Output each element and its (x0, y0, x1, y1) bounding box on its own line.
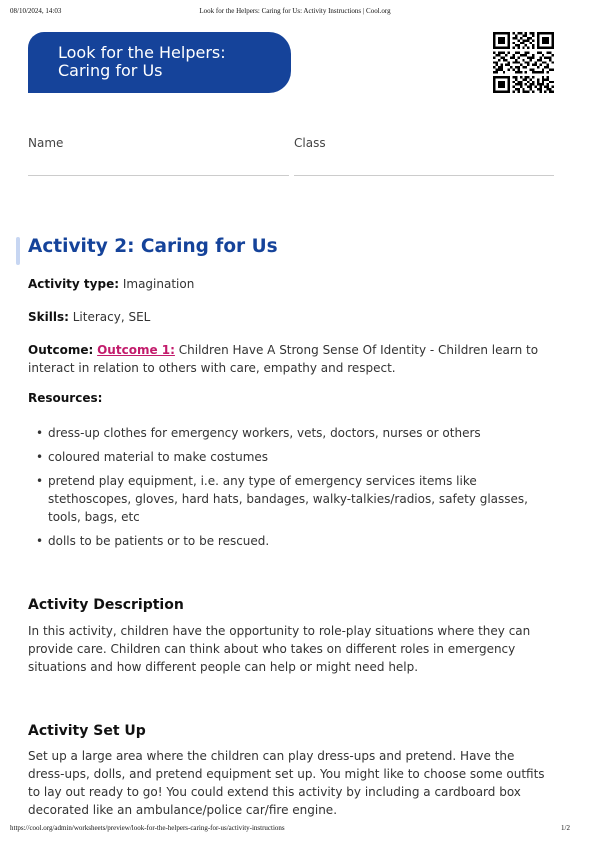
print-url: https://cool.org/admin/worksheets/preview/look-for-the-helpers-caring-for-us/activity-instructions (10, 824, 285, 832)
description-line: In this activity, children have the opportunity to role-play situations where they can (28, 624, 531, 638)
activity-title: Activity 2: Caring for Us (28, 236, 278, 257)
banner-title-line2: Caring for Us (58, 61, 163, 80)
resource-item-line: • dress-up clothes for emergency workers, vets, doctors, nurses or others (48, 426, 481, 440)
print-footer (0, 824, 590, 836)
print-page-title: Look for the Helpers: Caring for Us: Activity Instructions | Cool.org (199, 7, 391, 15)
activity-type-value: Imagination (122, 277, 195, 291)
description-heading: Activity Description (28, 597, 184, 613)
resource-item-line: • dolls to be patients or to be rescued. (48, 534, 270, 548)
description-line: provide care. Children can think about who takes on different roles in emergency (28, 642, 516, 656)
page-number: 1/2 (561, 824, 570, 832)
resource-item-line: • pretend play equipment, i.e. any type of emergency services items like (48, 474, 477, 488)
skills-label: Skills: (28, 310, 69, 324)
resource-item-line: stethoscopes, gloves, hard hats, bandages, walky-talkies/radios, safety glasses, (48, 492, 528, 506)
resource-item-line: tools, bags, etc (48, 510, 140, 524)
resources-heading: Resources: (28, 391, 103, 405)
setup-line: dress-ups, dolls, and pretend equipment set up. You might like to choose some outfits (28, 767, 545, 781)
resource-item (36, 448, 556, 466)
resource-item (36, 532, 556, 550)
name-field-label: Name (28, 136, 64, 150)
activity-type (28, 275, 558, 293)
name-field[interactable] (28, 175, 289, 176)
activity-type-label: Activity type: (28, 277, 120, 291)
print-datetime: 08/10/2024, 14:03 (10, 7, 62, 15)
title-banner (28, 32, 291, 93)
resource-item-line: • coloured material to make costumes (48, 450, 269, 464)
banner-title-line1: Look for the Helpers: (58, 43, 226, 62)
description-body (28, 622, 550, 676)
setup-line: decorated like an ambulance/police car/fire engine. (28, 803, 338, 817)
setup-body (28, 747, 550, 819)
outcome-text-line2: interact in relation to others with care, empathy and respect. (28, 361, 396, 375)
title-accent-bar (16, 237, 20, 265)
class-field[interactable] (294, 175, 554, 176)
outcome-label: Outcome: (28, 343, 94, 357)
resource-item (36, 472, 556, 526)
outcome-text-line1: Children Have A Strong Sense Of Identity - Children learn to (178, 343, 539, 357)
skills-value: Literacy, SEL (72, 310, 151, 324)
skills (28, 308, 558, 326)
class-field-label: Class (294, 136, 326, 150)
setup-heading: Activity Set Up (28, 723, 146, 739)
resource-item (36, 424, 556, 442)
setup-line: to lay out ready to go! You could extend this activity by including a cardboard box (28, 785, 521, 799)
description-line: situations and how different people can help or might need help. (28, 660, 419, 674)
resources-list (36, 424, 556, 556)
setup-line: Set up a large area where the children can play dress-ups and pretend. Have the (28, 749, 515, 763)
outcome-link[interactable]: Outcome 1: (97, 343, 175, 357)
qr-code-icon (493, 32, 554, 93)
print-header (0, 7, 590, 19)
outcome (28, 341, 558, 377)
